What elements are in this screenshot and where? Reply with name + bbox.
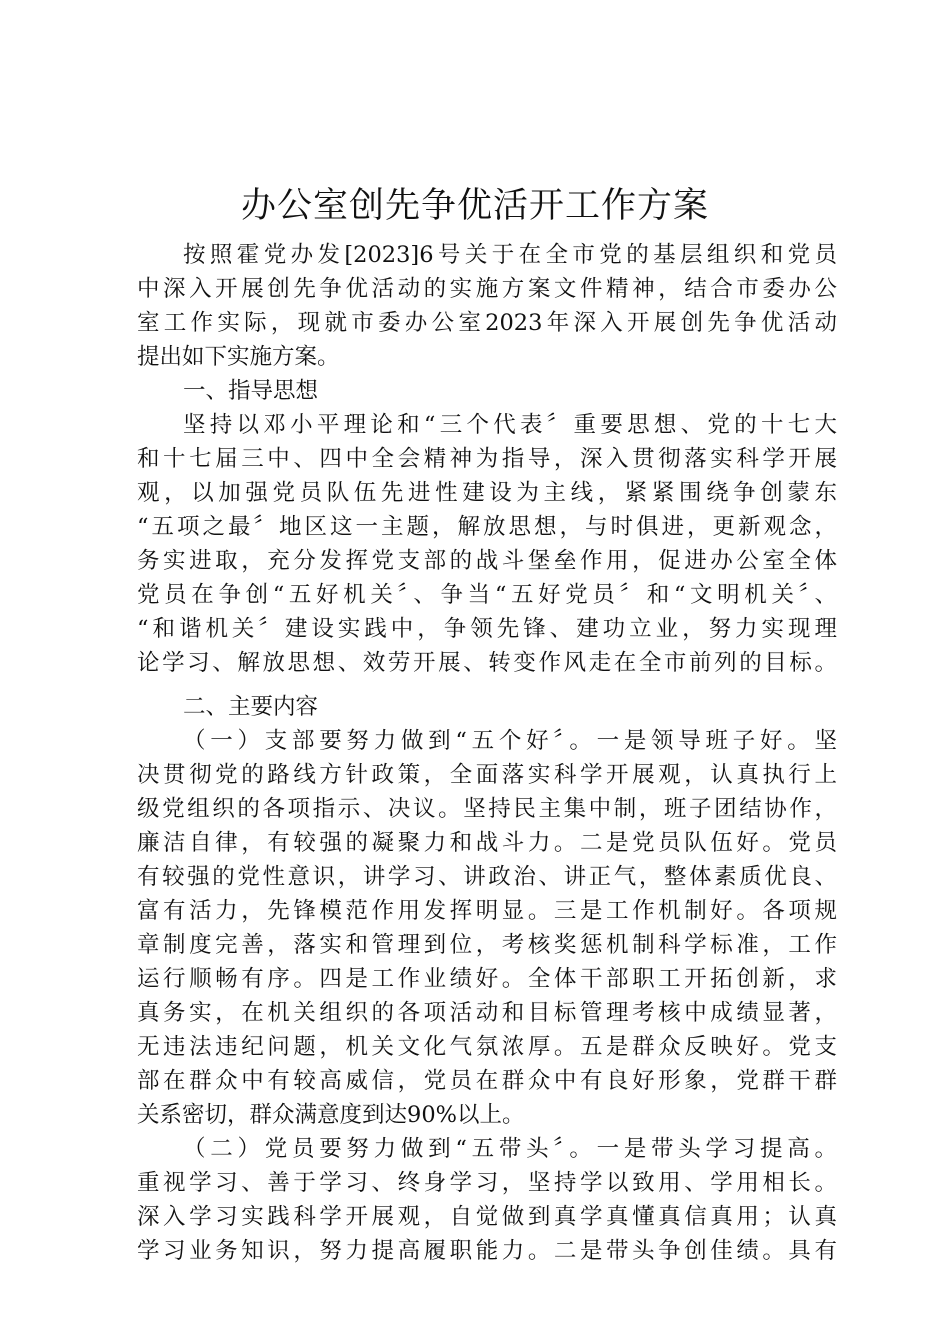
text-line: 观，以加强党员队伍先进性建设为主线，紧紧围绕争创蒙东 (137, 480, 837, 506)
text-line: 论学习、解放思想、效劳开展、转变作风走在全市前列的目标。 (137, 650, 837, 676)
text-line: “和谐机关〞建设实践中，争领先锋、建功立业，努力实现理 (137, 616, 837, 642)
text-line: 运行顺畅有序。四是工作业绩好。全体干部职工开拓创新，求 (137, 966, 837, 992)
text-line: 无违法违纪问题，机关文化气氛浓厚。五是群众反映好。党支 (137, 1034, 837, 1060)
text-line: 廉洁自律，有较强的凝聚力和战斗力。二是党员队伍好。党员 (137, 830, 837, 856)
text-line: 部在群众中有较高威信，党员在群众中有良好形象，党群干群 (137, 1068, 837, 1094)
text-line: （一）支部要努力做到“五个好〞。一是领导班子好。坚 (183, 728, 837, 754)
section-heading: 二、主要内容 (183, 694, 319, 720)
text-line: 富有活力，先锋模范作用发挥明显。三是工作机制好。各项规 (137, 898, 837, 924)
text-line: 党员在争创“五好机关〞、争当“五好党员〞和“文明机关〞、 (137, 582, 837, 608)
document-title: 办公室创先争优活开工作方案 (240, 186, 709, 226)
text-line: 深入学习实践科学开展观，自觉做到真学真懂真信真用；认真 (137, 1204, 837, 1230)
text-line: 学习业务知识，努力提高履职能力。二是带头争创佳绩。具有 (137, 1238, 837, 1264)
section-heading: 一、指导思想 (183, 378, 319, 404)
text-line: 按照霍党办发[2023]6号关于在全市党的基层组织和党员 (183, 242, 837, 268)
text-line: （二）党员要努力做到“五带头〞。一是带头学习提高。 (183, 1136, 837, 1162)
text-line: 有较强的党性意识，讲学习、讲政治、讲正气，整体素质优良、 (137, 864, 837, 890)
text-line: “五项之最〞地区这一主题，解放思想，与时俱进，更新观念， (137, 514, 837, 540)
text-line: 中深入开展创先争优活动的实施方案文件精神，结合市委办公 (137, 276, 837, 302)
text-line: 室工作实际，现就市委办公室2023年深入开展创先争优活动 (137, 310, 837, 336)
text-line: 关系密切，群众满意度到达90%以上。 (137, 1102, 525, 1128)
text-line: 级党组织的各项指示、决议。坚持民主集中制，班子团结协作， (137, 796, 837, 822)
text-line: 务实进取，充分发挥党支部的战斗堡垒作用，促进办公室全体 (137, 548, 837, 574)
text-line: 提出如下实施方案。 (137, 344, 340, 370)
text-line: 章制度完善，落实和管理到位，考核奖惩机制科学标准，工作 (137, 932, 837, 958)
text-line: 决贯彻党的路线方针政策，全面落实科学开展观，认真执行上 (137, 762, 837, 788)
text-line: 真务实，在机关组织的各项活动和目标管理考核中成绩显著， (137, 1000, 837, 1026)
text-line: 重视学习、善于学习、终身学习，坚持学以致用、学用相长。 (137, 1170, 837, 1196)
text-line: 坚持以邓小平理论和“三个代表〞重要思想、党的十七大 (183, 412, 837, 438)
text-line: 和十七届三中、四中全会精神为指导，深入贯彻落实科学开展 (137, 446, 837, 472)
